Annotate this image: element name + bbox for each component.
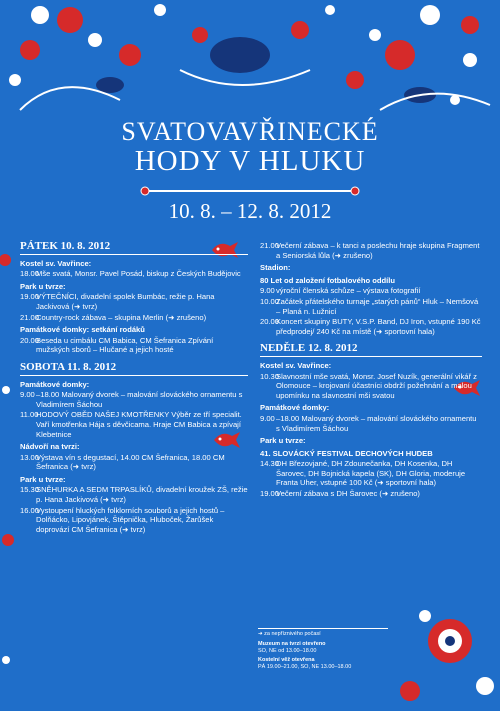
program-item: 13.00 Výstava vín s degustací, 14.00 CM Šefranica, 18.00 CM Šefranica (➜ tvrz) (20, 452, 225, 472)
folk-ornament-left (0, 240, 20, 710)
tower-hours: PÁ 19.00–21.00, SO, NE 13.00–18.00 (258, 664, 352, 670)
program-item: 10.30 Slavnostní mše svatá, Monsr. Josef Nuzík, generální vikář z Olomouce – krojovaní účastníci obdrží požehnání a malou upomínku na slavnostní mši svatou (260, 371, 477, 400)
section-label: 41. SLOVÁCKÝ FESTIVAL DECHOVÝCH HUDEB (260, 448, 433, 458)
program-item: 19.00 VÝTEČNÍCI, divadelní spolek Bumbác, režie p. Hana Jackivová (➜ tvrz) (20, 292, 215, 311)
section-label: 80 Let od založení fotbalového oddílu (260, 275, 396, 285)
folk-ornament-bottom-right (390, 601, 500, 711)
section-label: Památkové domky: setkání rodáků (20, 325, 145, 335)
program-item: 10.00 Začátek přátelského turnaje „starých pánů“ Hluk – Nemšová – Planá n. Lužnicí (260, 296, 479, 316)
program-item: 21.00 Country-rock zábava – skupina Merlin (➜ zrušeno) (20, 312, 207, 322)
section-label: Nádvoří na tvrzi: (20, 442, 80, 452)
title-divider-left (145, 190, 355, 192)
section-label: Památkové domky: (260, 403, 330, 413)
program-item: 18.00 Mše svatá, Monsr. Pavel Posád, biskup z Českých Budějovic (20, 269, 241, 279)
program-left-column (20, 240, 248, 535)
event-dates: 10. 8. – 12. 8. 2012 (168, 199, 332, 223)
program-item: 11.00 HODOVÝ OBĚD NAŠEJ KMOTŘENKY Výběr ze tří specialit. Vaří kmotřenka Hája s děvčicama. Hraje CM Babica a zpívají Klebetnice (20, 410, 242, 439)
program-item: 9.00 –18.00 Malovaný dvorek – malování slováckého ornamentu s Vladimírem Šáchou (260, 413, 477, 433)
section-label: Památkové domky: (20, 379, 90, 389)
sunday-heading: NEDĚLE 12. 8. 2012 (260, 344, 482, 357)
title-line-1: SVATOVAVŘINECKÉ (121, 117, 379, 146)
program-item: 21.00 Večerní zábava – k tanci a poslechu hraje skupina Fragment a Seniorská lůla (➜ zrušeno) (260, 241, 480, 260)
poster-title (0, 118, 500, 176)
tower-title: Kostelní věž otevřena (258, 657, 315, 663)
program-item: 19.00 Večerní zábava s DH Šarovec (➜ zrušeno) (260, 489, 420, 499)
program-right-column (260, 240, 482, 500)
section-label: Stadion: (260, 263, 291, 273)
section-label: Kostel sv. Vavřince: (260, 360, 332, 370)
section-label: Park u tvrze: (20, 281, 66, 291)
opening-hours (258, 628, 388, 671)
friday-heading: PÁTEK 10. 8. 2012 (20, 242, 248, 255)
section-label: Park u tvrze: (20, 474, 66, 484)
program-item: 9.00 –18.00 Malovaný dvorek – malování slováckého ornamentu s Vladimírem Šáchou (20, 390, 243, 409)
divider-dot-right (350, 186, 360, 196)
weather-legend: ➜ za nepříznivého počasí (258, 628, 388, 638)
program-item: 9.00 výroční členská schůze – výstava fotografií (260, 286, 421, 296)
program-item: 14.30 DH Březovjané, DH Zdounečanka, DH Kosenka, DH Šarovec, DH Bojnická kapela (SK), DH Gloria, moderuje Franta Uher, vstupné 100 Kč (➜ sportovní hala) (260, 459, 466, 488)
section-label: Kostel sv. Vavřince: (20, 258, 92, 268)
divider-dot-left (140, 186, 150, 196)
program-item: 15.30 SNĚHURKA A SEDM TRPASLÍKŮ, divadelní kroužek ZŠ, režie p. Hana Jackivová (➜ tvrz) (20, 485, 248, 505)
saturday-heading: SOBOTA 11. 8. 2012 (20, 363, 248, 376)
program-item: 16.00 Vystoupení hluckých folklorních souborů a jejich hostů – Dolňácko, Lipovjánek, Štěpnička, Hluboček, Žarůšek doprovází CM Šefranica (➜ tvrz) (20, 505, 225, 534)
museum-hours: SO, NE od 13.00–18.00 (258, 648, 317, 654)
folk-ornament-top (0, 0, 500, 115)
program-item: 20.00 Koncert skupiny BUTY, V.S.P. Band, DJ Iron, vstupné 190 Kč předprodej/ 240 Kč na místě (➜ sportovní hala) (260, 317, 481, 336)
program-item: 20.00 Beseda u cimbálu CM Babica, CM Šefranica Zpívání mužských sborů – Hlučané a jejich hosté (20, 335, 214, 355)
museum-title: Muzeum na tvrzi otevřeno (258, 641, 326, 647)
section-label: Park u tvrze: (260, 436, 306, 446)
title-line-2: HODY V HLUKU (134, 145, 366, 177)
